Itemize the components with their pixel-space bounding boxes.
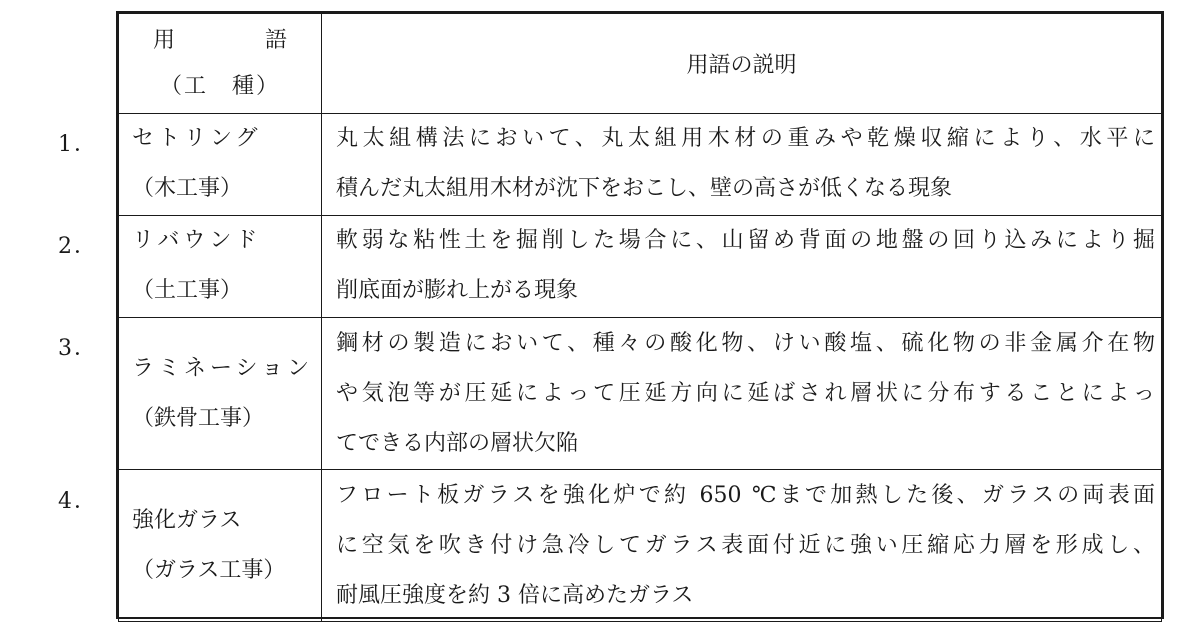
term-trade: （木工事） bbox=[132, 176, 243, 201]
row-number-4: 4． bbox=[58, 489, 98, 514]
description-line: 軟弱な粘性土を掘削した場合に、山留め背面の地盤の回り込みにより掘 bbox=[336, 228, 1155, 253]
term-name: リバウンド bbox=[132, 228, 262, 253]
description-line: に空気を吹き付け急冷してガラス表面付近に強い圧縮応力層を形成し、 bbox=[336, 532, 1155, 558]
description-cell bbox=[322, 114, 1162, 216]
term-cell bbox=[119, 470, 322, 622]
header-term-label: 用 語 bbox=[153, 27, 322, 53]
header-description-label: 用語の説明 bbox=[686, 53, 797, 78]
description-cell bbox=[322, 470, 1162, 622]
header-description-cell bbox=[322, 14, 1162, 114]
term-name: セトリング bbox=[132, 126, 262, 151]
description-cell bbox=[322, 216, 1162, 318]
description-cell bbox=[322, 318, 1162, 470]
row-number-1: 1． bbox=[58, 132, 98, 157]
term-name: 強化ガラス bbox=[132, 507, 242, 533]
term-cell bbox=[119, 114, 322, 216]
terms-table bbox=[116, 11, 1164, 619]
description-line: 耐風圧強度を約 3 倍に高めたガラス bbox=[336, 582, 694, 608]
description-line: や気泡等が圧延によって圧延方向に延ばされ層状に分布することによっ bbox=[336, 380, 1155, 406]
table-row bbox=[119, 318, 1162, 470]
header-trade-label: （工 種） bbox=[159, 73, 280, 99]
description-line: 削底面が膨れ上がる現象 bbox=[336, 278, 579, 303]
row-number-2: 2． bbox=[58, 234, 98, 259]
table-row bbox=[119, 470, 1162, 622]
row-number-3: 3． bbox=[58, 336, 98, 361]
description-line: 積んだ丸太組用木材が沈下をおこし、壁の高さが低くなる現象 bbox=[336, 176, 953, 201]
table-row bbox=[119, 114, 1162, 216]
term-name: ラミネーション bbox=[132, 355, 314, 381]
table-row bbox=[119, 216, 1162, 318]
table-header-row bbox=[119, 14, 1162, 114]
term-trade: （鉄骨工事） bbox=[132, 405, 265, 431]
term-cell bbox=[119, 318, 322, 470]
term-trade: （ガラス工事） bbox=[132, 557, 286, 583]
description-line: 鋼材の製造において、種々の酸化物、けい酸塩、硫化物の非金属介在物 bbox=[336, 330, 1155, 356]
term-trade: （土工事） bbox=[132, 278, 243, 303]
term-cell bbox=[119, 216, 322, 318]
description-line: 丸太組構法において、丸太組用木材の重みや乾燥収縮により、水平に bbox=[336, 126, 1155, 151]
description-line: フロート板ガラスを強化炉で約 650 ℃まで加熱した後、ガラスの両表面 bbox=[336, 482, 1155, 508]
header-term-cell bbox=[119, 14, 322, 114]
description-line: てできる内部の層状欠陥 bbox=[336, 430, 579, 456]
